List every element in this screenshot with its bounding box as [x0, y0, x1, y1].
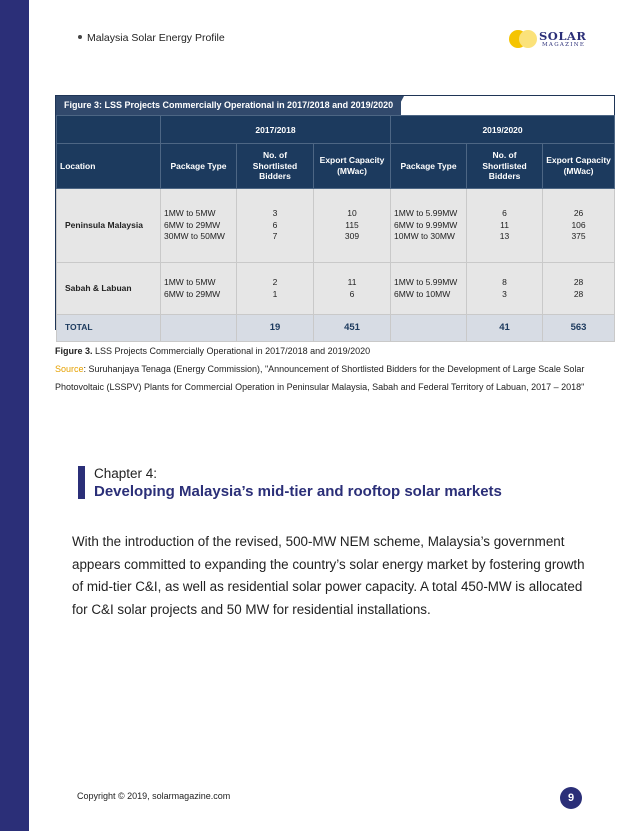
solar-magazine-logo [509, 28, 589, 50]
col-header-bidders-2: No. of Shortlisted Bidders [467, 144, 543, 189]
logo-main-text: SOLAR [539, 29, 587, 43]
body-paragraph: With the introduction of the revised, 500-MW NEM scheme, Malaysia’s government appears committed to expanding the country’s solar energy market by fostering growth of mid-tier C&I, as well as residential solar power capacity. A total 450-MW is allocated for C&I solar projects and 50 MW for residential installations. [72, 534, 585, 618]
cell-line: 3 [502, 288, 507, 299]
cell-line: 6MW to 9.99MW [394, 219, 458, 230]
cell-capacity-1 [314, 189, 391, 263]
total-empty-cell [161, 315, 237, 342]
cell-line: 1MW to 5MW [164, 207, 216, 218]
cell-capacity-2 [543, 263, 615, 315]
period-1-header: 2017/2018 [161, 116, 391, 144]
figure-3-box [55, 95, 615, 334]
cell-line: 115 [345, 219, 359, 230]
table-row [57, 263, 615, 315]
col-header-location: Location [57, 144, 161, 189]
cell-line: 1MW to 5.99MW [394, 207, 458, 218]
cell-line: 6MW to 29MW [164, 219, 221, 230]
cell-line: 10MW to 30MW [394, 231, 455, 242]
col-header-bidders-1: No. of Shortlisted Bidders [237, 144, 314, 189]
total-capacity-2: 563 [543, 315, 615, 342]
header-title [78, 32, 225, 44]
cell-line: 375 [571, 231, 586, 242]
total-bidders-2: 41 [467, 315, 543, 342]
cell-line: 2 [272, 276, 278, 287]
cell-line: 106 [571, 219, 586, 230]
cell-line: 6 [349, 288, 355, 299]
figure-tab-title: Figure 3: LSS Projects Commercially Operational in 2017/2018 and 2019/2020 [56, 96, 401, 115]
cell-line: 11 [347, 276, 357, 287]
cell-line: 3 [272, 207, 278, 218]
col-header-capacity-1: Export Capacity (MWac) [314, 144, 391, 189]
cell-package-2 [391, 189, 467, 263]
cell-line: 1MW to 5MW [164, 276, 216, 287]
cell-package-2 [391, 263, 467, 315]
footer-copyright: Copyright © 2019, solarmagazine.com [77, 791, 231, 801]
header-title-text: Malaysia Solar Energy Profile [87, 32, 225, 44]
table-row [57, 189, 615, 263]
caption-figure-label: Figure 3. [55, 346, 93, 356]
cell-bidders-2 [467, 263, 543, 315]
cell-capacity-2 [543, 189, 615, 263]
chapter-title: Developing Malaysia’s mid-tier and rooftop solar markets [94, 483, 502, 500]
sun-glow-icon [519, 30, 537, 48]
caption-source-label: Source [55, 364, 84, 374]
cell-line: 6 [272, 219, 278, 230]
bullet-icon [78, 35, 82, 39]
caption-figure-line [55, 342, 595, 360]
table-corner-cell [57, 116, 161, 144]
cell-line: 28 [573, 276, 584, 287]
period-2-header: 2019/2020 [391, 116, 615, 144]
caption-figure-text: LSS Projects Commercially Operational in 2017/2018 and 2019/2020 [92, 346, 371, 356]
logo-sub-text: MAGAZINE [542, 42, 586, 48]
caption-source-text: : Suruhanjaya Tenaga (Energy Commission), "Announcement of Shortlisted Bidders for the Development of Large Scale Solar Photovoltaic (LSSPV) Plants for Commercial Operation in Peninsular Malaysia, Sabah and Federal Territory of Labuan, 2017 – 2018" [55, 364, 585, 392]
cell-line: 11 [500, 219, 509, 230]
chapter-accent-bar [78, 466, 85, 499]
left-accent-bar [0, 0, 29, 831]
cell-capacity-1 [314, 263, 391, 315]
lss-projects-table [56, 115, 615, 342]
page-number-badge: 9 [560, 787, 582, 809]
cell-line: 6 [502, 207, 507, 218]
cell-line: 28 [573, 288, 584, 299]
total-bidders-1: 19 [237, 315, 314, 342]
cell-line: 309 [344, 231, 360, 242]
row-location: Sabah & Labuan [57, 263, 161, 315]
col-header-package-type-1: Package Type [161, 144, 237, 189]
cell-bidders-1 [237, 263, 314, 315]
total-label: TOTAL [57, 315, 161, 342]
chapter-label: Chapter 4: [94, 466, 158, 481]
col-header-package-type-2: Package Type [391, 144, 467, 189]
cell-line: 13 [499, 231, 510, 242]
row-location: Peninsula Malaysia [57, 189, 161, 263]
cell-line: 6MW to 10MW [394, 288, 451, 299]
cell-package-1 [161, 263, 237, 315]
cell-package-1 [161, 189, 237, 263]
cell-line: 1MW to 5.99MW [394, 276, 458, 287]
cell-line: 8 [502, 276, 507, 287]
figure-caption [55, 342, 595, 396]
total-empty-cell [391, 315, 467, 342]
cell-line: 26 [573, 207, 584, 218]
total-capacity-1: 451 [314, 315, 391, 342]
table-period-row [57, 116, 615, 144]
cell-line: 30MW to 50MW [164, 231, 225, 242]
cell-line: 6MW to 29MW [164, 288, 221, 299]
cell-bidders-2 [467, 189, 543, 263]
cell-line: 1 [272, 288, 278, 299]
col-header-capacity-2: Export Capacity (MWac) [543, 144, 615, 189]
table-total-row [57, 315, 615, 342]
caption-source-line [55, 360, 595, 396]
cell-line: 10 [347, 207, 357, 218]
table-column-header-row [57, 144, 615, 189]
figure-tab-corner [394, 96, 404, 115]
cell-line: 7 [272, 231, 278, 242]
cell-bidders-1 [237, 189, 314, 263]
